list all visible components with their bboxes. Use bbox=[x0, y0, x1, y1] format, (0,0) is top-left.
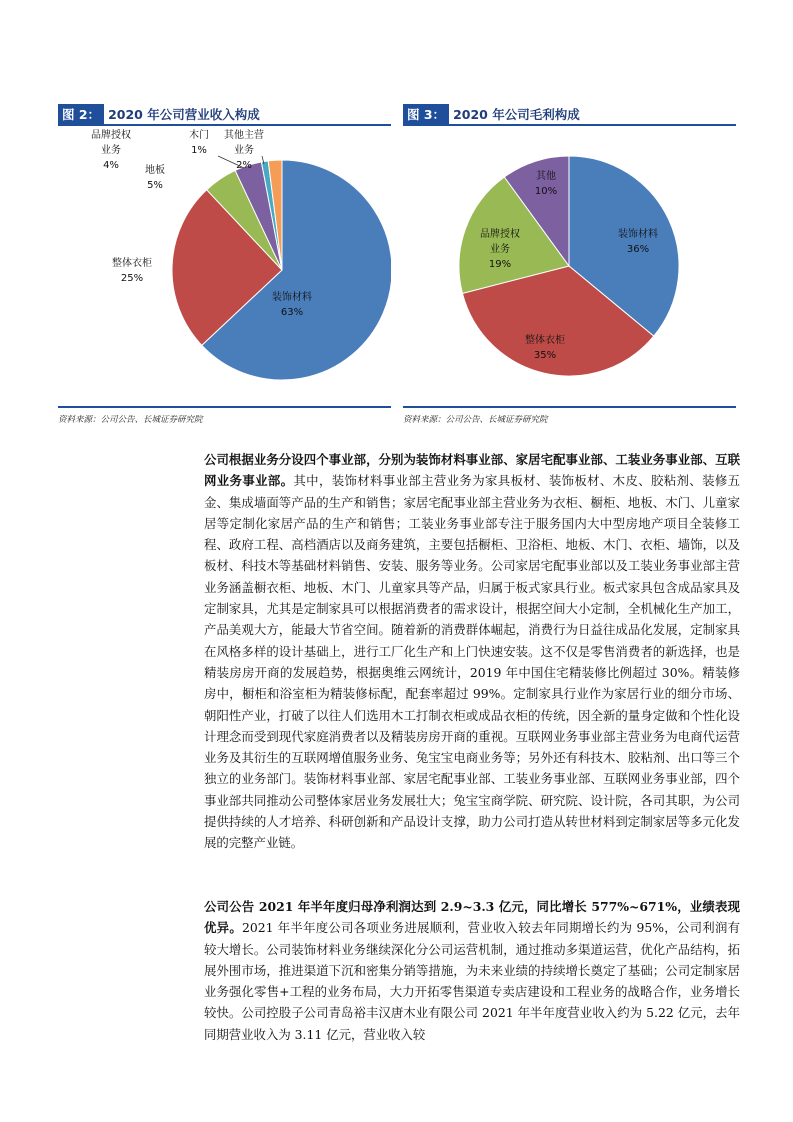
figure-2-source: 资料来源：公司公告、长城证券研究院 bbox=[58, 415, 203, 425]
figure-2-title-text: 2020 年公司营业收入构成 bbox=[108, 107, 260, 122]
figure-2-tag: 图 2： bbox=[58, 104, 104, 124]
paragraph-2-body: 2021 年半年度公司各项业务进展顺利，营业收入较去年同期增长约为 95%，公司利润有较大增长。公司装饰材料业务继续深化分公司运营机制，通过推动多渠道运营，优化产品结构，拓展外围市场，推进渠道下沉和密集分销等措施，为未来业绩的持续增长奠定了基础；公司定制家居业务强化零售+工程的业务布局，大力开拓零售渠道专卖店建设和工程业务的战略合作，业务增长较快。公司控股子公司青岛裕丰汉唐木业有限公司 2021 年半年度营业收入约为 5.22 亿元，去年同期营业收入为 3.11 亿元，营业收入较 bbox=[204, 920, 741, 1042]
figure-3-bottom-rule bbox=[403, 406, 736, 408]
pie-label-3: 品牌授权业务 4% bbox=[91, 130, 131, 171]
pie-label-5: 其他主营业务 2% bbox=[224, 130, 264, 171]
figure-3-source: 资料来源：公司公告、长城证券研究院 bbox=[403, 415, 548, 425]
figure-2-bottom-rule bbox=[58, 406, 391, 408]
figure-2-title bbox=[58, 104, 391, 126]
figure-3-title-text: 2020 年公司毛利构成 bbox=[453, 107, 580, 122]
paragraph-1-body: 其中，装饰材料事业部主营业务为家具板材、装饰板材、木皮、胶粘剂、装修五金、集成墙面等产品的生产和销售；家居宅配事业部主营业务为衣柜、橱柜、地板、木门、儿童家居等定制化家居产品的生产和销售；工装业务事业部专注于服务国内大中型房地产项目全装修工程、政府工程、高档酒店以及商务建筑，主要包括橱柜、卫浴柜、地板、木门、衣柜、墙饰，以及板材、科技木等基础材料销售、安装、服务等业务。公司家居宅配事业部以及工装业务事业部主营业务涵盖橱衣柜、地板、木门、儿童家具等产品，归属于板式家具行业。板式家具包含成品家具及定制家具，尤其是定制家具可以根据消费者的需求设计，根据空间大小定制，全机械化生产加工，产品美观大方，能最大节省空间。随着新的消费群体崛起，消费行为日益往成品化发展，定制家具在风格多样的设计基础上，进行工厂化生产和上门快速安装。这不仅是零售消费者的新选择，也是精装房房开商的发展趋势，根据奥维云网统计，2019 年中国住宅精装修比例超过 30%。精装修房中，橱柜和浴室柜为精装修标配，配套率超过 99%。定制家具行业作为家居行业的细分市场、朝阳性产业，打破了以往人们选用木工打制衣柜或成品衣柜的传统，因全新的量身定做和个性化设计理念而受到现代家庭消费者以及精装房房开商的重视。互联网业务事业部主营业务为电商代运营业务及其衍生的互联网增值服务业务、兔宝宝电商业务等；另外还有科技木、胶粘剂、出口等三个独立的业务部门。装饰材料事业部、家居宅配事业部、工装业务事业部、互联网业务事业部，四个事业部共同推动公司整体家居业务发展壮大；兔宝宝商学院、研究院、设计院，各司其职，为公司提供持续的人才培养、科研创新和产品设计支撑，助力公司打造从转世材料到定制家居等多元化发展的完整产业链。 bbox=[204, 473, 741, 851]
paragraph-half-year-results bbox=[204, 896, 740, 1045]
pie-label-2: 品牌授权业务 19% bbox=[480, 229, 520, 270]
paragraph-1-lead: 公司根据业务分设四个事业部，分别为装饰材料事业部、家居宅配事业部、工装业务事业部、互联网业务事业部。 bbox=[204, 452, 740, 489]
pie-label-4: 木门 1% bbox=[189, 130, 209, 156]
gross-profit-pie-chart bbox=[403, 128, 736, 404]
pie-label-0: 装饰材料 36% bbox=[618, 229, 658, 255]
paragraph-2-lead: 公司公告 2021 年半年度归母净利润达到 2.9~3.3 亿元，同比增长 577%~671%，业绩表现优异。 bbox=[204, 899, 740, 936]
figure-3-title bbox=[403, 104, 736, 126]
paragraph-business-divisions bbox=[204, 449, 740, 854]
pie-label-2: 地板 5% bbox=[145, 165, 165, 191]
pie-label-3: 其他 10% bbox=[534, 171, 558, 197]
pie-label-1: 整体衣柜 25% bbox=[112, 258, 152, 284]
revenue-pie-chart bbox=[58, 128, 391, 404]
pie-label-0: 装饰材料 63% bbox=[272, 292, 312, 318]
figure-3-tag: 图 3： bbox=[403, 104, 449, 124]
pie-label-1: 整体衣柜 35% bbox=[525, 335, 565, 361]
